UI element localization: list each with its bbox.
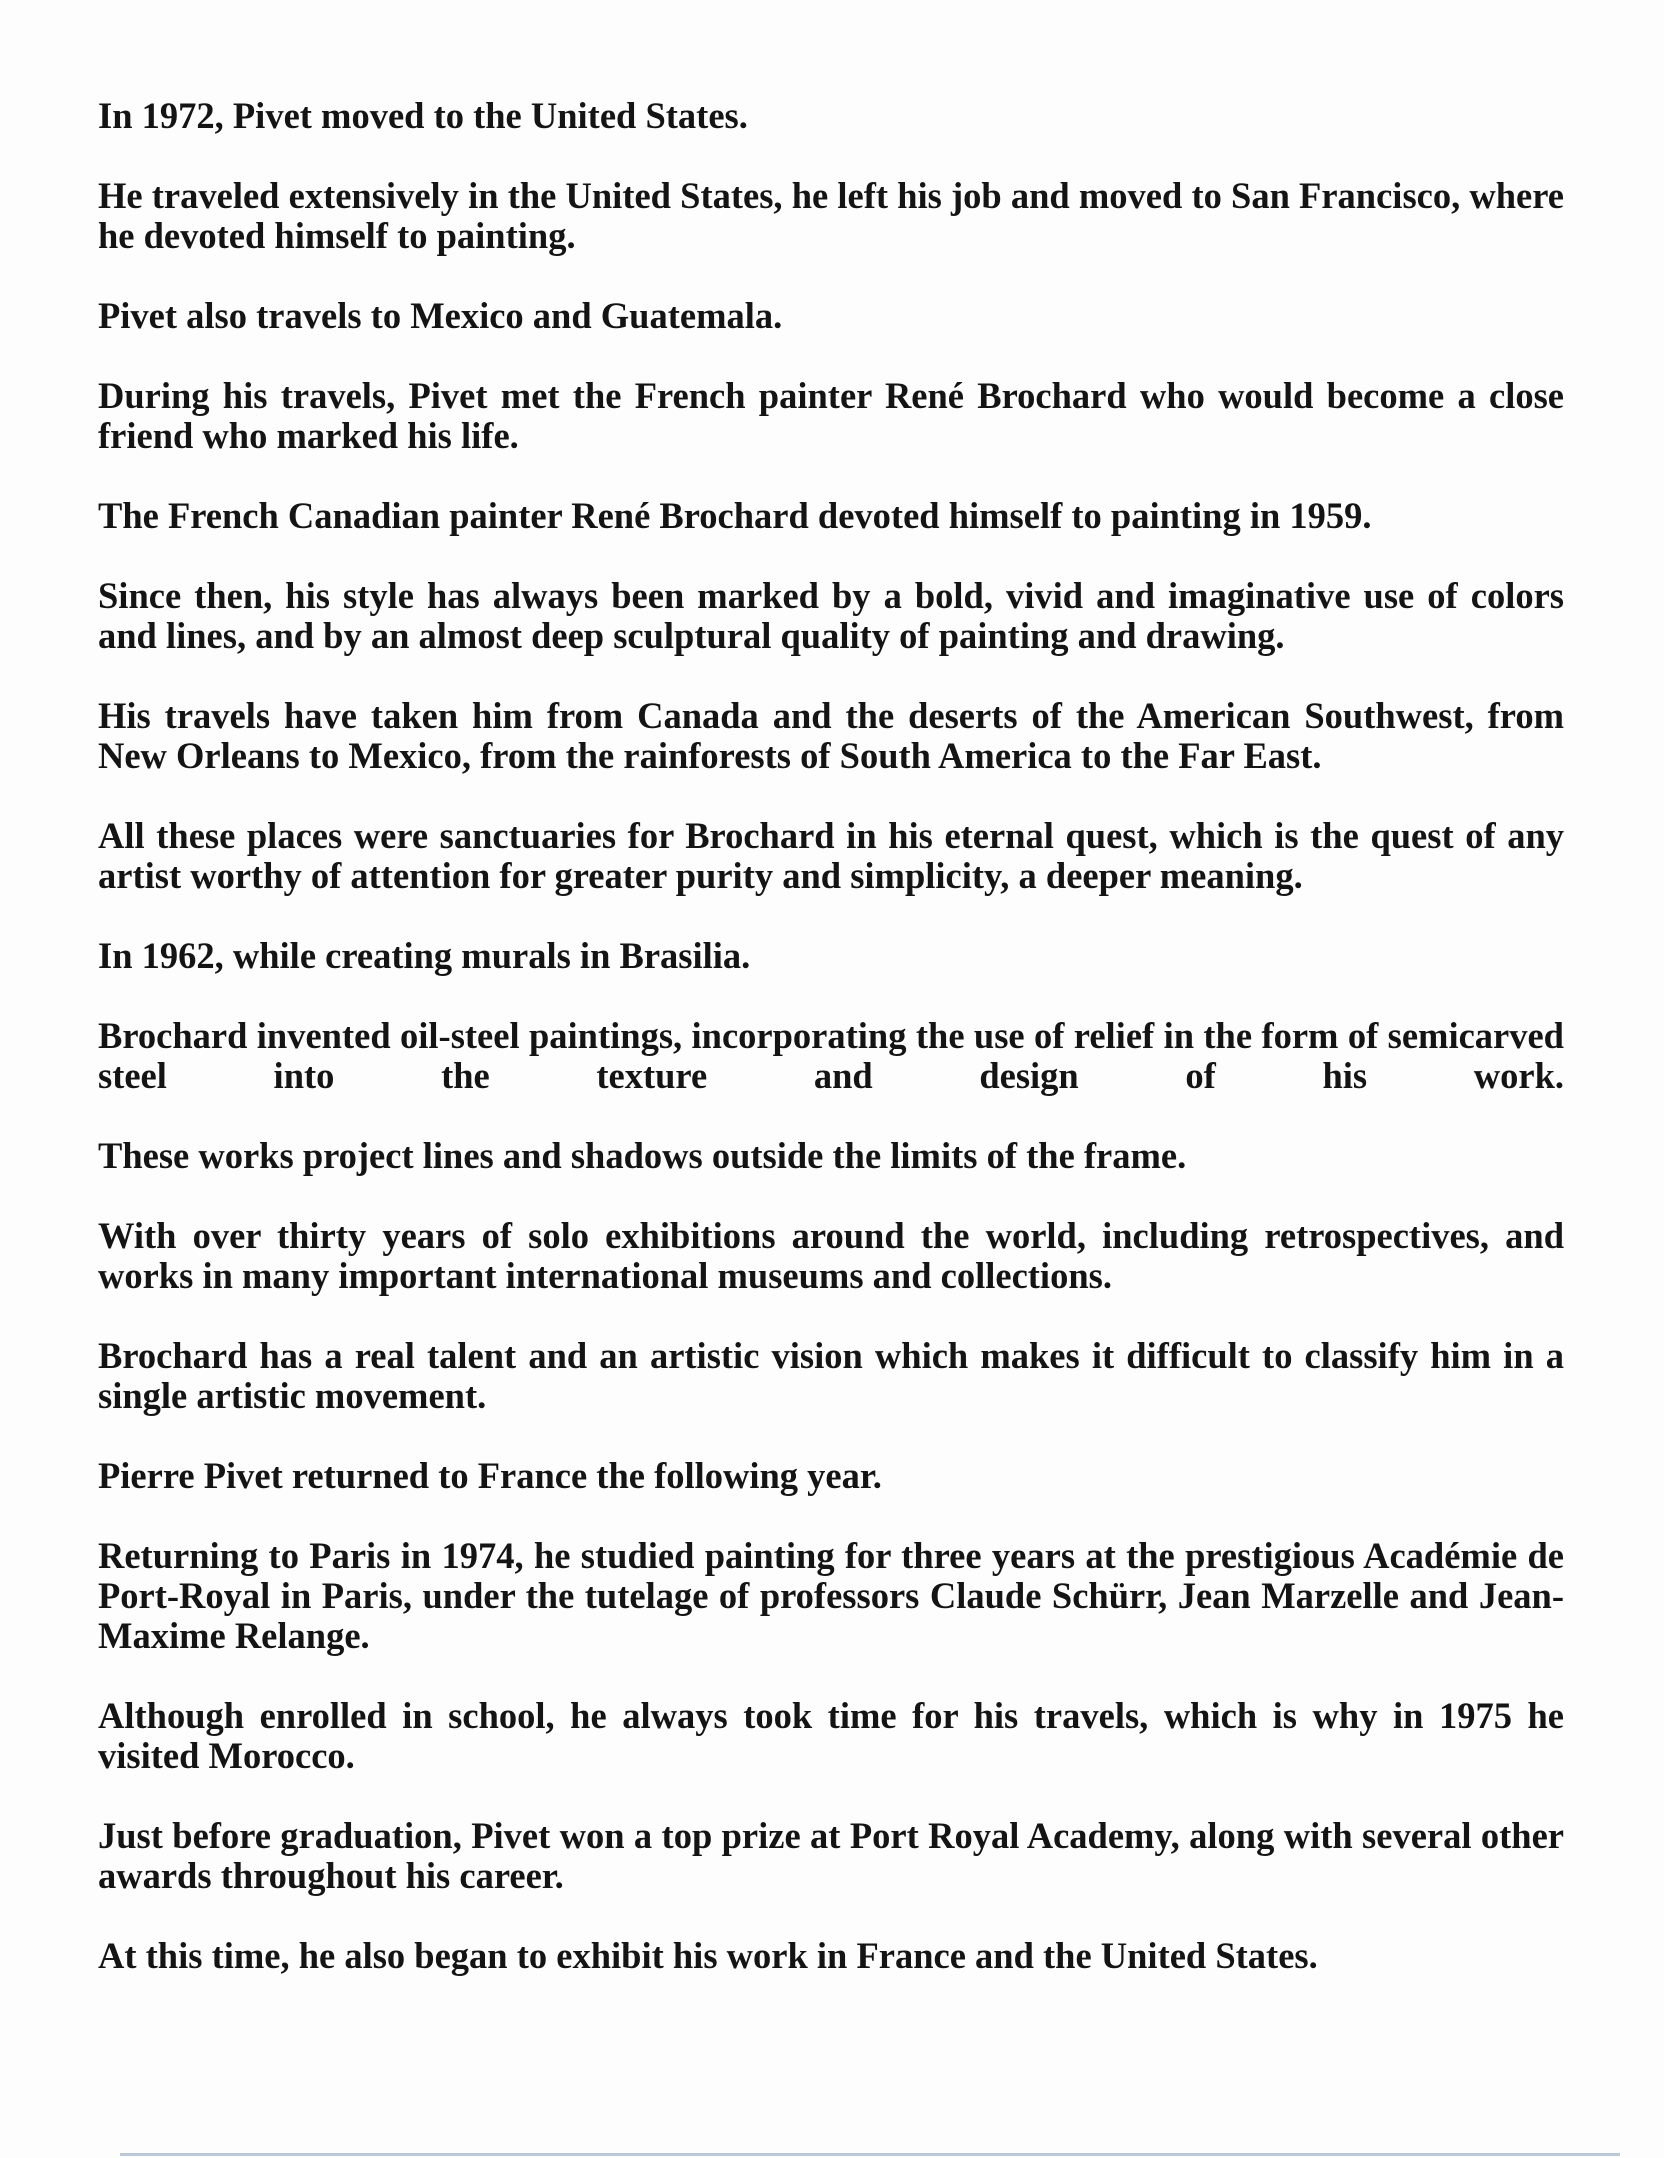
- paragraph: In 1962, while creating murals in Brasilia.: [98, 935, 751, 976]
- paragraph: Brochard has a real talent and an artistic vision which makes it difficult to classify him in a single artistic movement.: [98, 1335, 1564, 1416]
- paragraph: He traveled extensively in the United States, he left his job and moved to San Francisco, where he devoted himself to painting.: [98, 175, 1564, 256]
- body-text: [98, 96, 1564, 1976]
- scan-edge-line: [120, 2153, 1620, 2156]
- paragraph: With over thirty years of solo exhibitions around the world, including retrospectives, and works in many important international museums and collections.: [98, 1215, 1564, 1296]
- paragraph: The French Canadian painter René Brochard devoted himself to painting in 1959.: [98, 495, 1372, 536]
- paragraph: Pierre Pivet returned to France the following year.: [98, 1455, 882, 1496]
- paragraph: These works project lines and shadows outside the limits of the frame.: [98, 1135, 1187, 1176]
- paragraph: Since then, his style has always been marked by a bold, vivid and imaginative use of colors and lines, and by an almost deep sculptural quality of painting and drawing.: [98, 575, 1564, 656]
- paragraph: During his travels, Pivet met the French painter René Brochard who would become a close friend who marked his life.: [98, 375, 1564, 456]
- paragraph: Although enrolled in school, he always took time for his travels, which is why in 1975 he visited Morocco.: [98, 1695, 1564, 1776]
- paragraph: At this time, he also began to exhibit his work in France and the United States.: [98, 1935, 1318, 1976]
- paragraph: Pivet also travels to Mexico and Guatemala.: [98, 295, 783, 336]
- paragraph: All these places were sanctuaries for Brochard in his eternal quest, which is the quest of any artist worthy of attention for greater purity and simplicity, a deeper meaning.: [98, 815, 1564, 896]
- paragraph: In 1972, Pivet moved to the United States.: [98, 95, 748, 136]
- paragraph: His travels have taken him from Canada and the deserts of the American Southwest, from New Orleans to Mexico, from the rainforests of South America to the Far East.: [98, 695, 1564, 776]
- paragraph: Brochard invented oil-steel paintings, incorporating the use of relief in the form of semicarved steel into the texture and design of his work.: [98, 1015, 1564, 1096]
- paragraph: Just before graduation, Pivet won a top prize at Port Royal Academy, along with several other awards throughout his career.: [98, 1815, 1564, 1896]
- paragraph: Returning to Paris in 1974, he studied painting for three years at the prestigious Académie de Port-Royal in Paris, under the tutelage of professors Claude Schürr, Jean Marzelle and Jean-Maxime Relange.: [98, 1535, 1564, 1656]
